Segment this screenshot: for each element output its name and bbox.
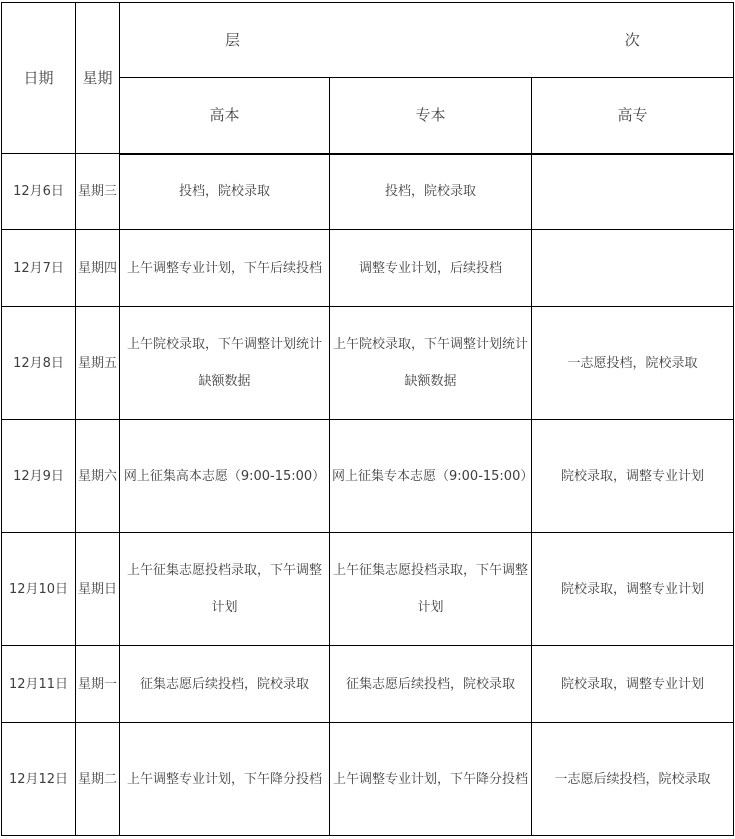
cell-weekday: 星期六 (76, 420, 120, 533)
table-row (2, 307, 734, 420)
cell-weekday: 星期一 (76, 646, 120, 723)
cell-date: 12月12日 (2, 723, 76, 836)
cell-gaozhuan: 院校录取，调整专业计划 (532, 420, 734, 533)
cell-gaozhuan (532, 230, 734, 307)
cell-gaozhuan: 院校录取，调整专业计划 (532, 646, 734, 723)
cell-zhuanben: 上午调整专业计划，下午降分投档 (330, 723, 532, 836)
cell-gaoben: 上午征集志愿投档录取，下午调整计划 (120, 533, 330, 646)
table-row (2, 533, 734, 646)
table-row (2, 420, 734, 533)
cell-zhuanben: 上午征集志愿投档录取，下午调整计划 (330, 533, 532, 646)
cell-weekday: 星期日 (76, 533, 120, 646)
cell-zhuanben: 征集志愿后续投档，院校录取 (330, 646, 532, 723)
cell-gaozhuan (532, 154, 734, 230)
cell-zhuanben: 网上征集专本志愿（9:00-15:00） (330, 420, 532, 533)
cell-gaozhuan: 院校录取，调整专业计划 (532, 533, 734, 646)
cell-weekday: 星期四 (76, 230, 120, 307)
cell-gaoben: 上午调整专业计划，下午降分投档 (120, 723, 330, 836)
header-level-left: 层 (120, 3, 532, 78)
cell-weekday: 星期五 (76, 307, 120, 420)
cell-gaoben: 投档，院校录取 (120, 154, 330, 230)
header-zhuanben: 专本 (330, 78, 532, 154)
table-row (2, 646, 734, 723)
cell-zhuanben: 上午院校录取，下午调整计划统计缺额数据 (330, 307, 532, 420)
header-date: 日期 (2, 3, 76, 154)
cell-gaoben: 上午调整专业计划，下午后续投档 (120, 230, 330, 307)
header-level-right: 次 (532, 3, 734, 78)
cell-weekday: 星期三 (76, 154, 120, 230)
cell-gaoben: 征集志愿后续投档，院校录取 (120, 646, 330, 723)
cell-zhuanben: 调整专业计划，后续投档 (330, 230, 532, 307)
cell-zhuanben: 投档，院校录取 (330, 154, 532, 230)
table-row (2, 723, 734, 836)
table-row (2, 154, 734, 230)
cell-gaozhuan: 一志愿后续投档，院校录取 (532, 723, 734, 836)
cell-date: 12月7日 (2, 230, 76, 307)
cell-gaozhuan: 一志愿投档，院校录取 (532, 307, 734, 420)
cell-date: 12月10日 (2, 533, 76, 646)
cell-date: 12月8日 (2, 307, 76, 420)
cell-date: 12月6日 (2, 154, 76, 230)
header-gaozhuan: 高专 (532, 78, 734, 154)
table-row (2, 230, 734, 307)
header-gaoben: 高本 (120, 78, 330, 154)
cell-gaoben: 上午院校录取，下午调整计划统计缺额数据 (120, 307, 330, 420)
cell-date: 12月9日 (2, 420, 76, 533)
cell-gaoben: 网上征集高本志愿（9:00-15:00） (120, 420, 330, 533)
schedule-table (1, 2, 734, 836)
header-weekday: 星期 (76, 3, 120, 154)
cell-weekday: 星期二 (76, 723, 120, 836)
cell-date: 12月11日 (2, 646, 76, 723)
